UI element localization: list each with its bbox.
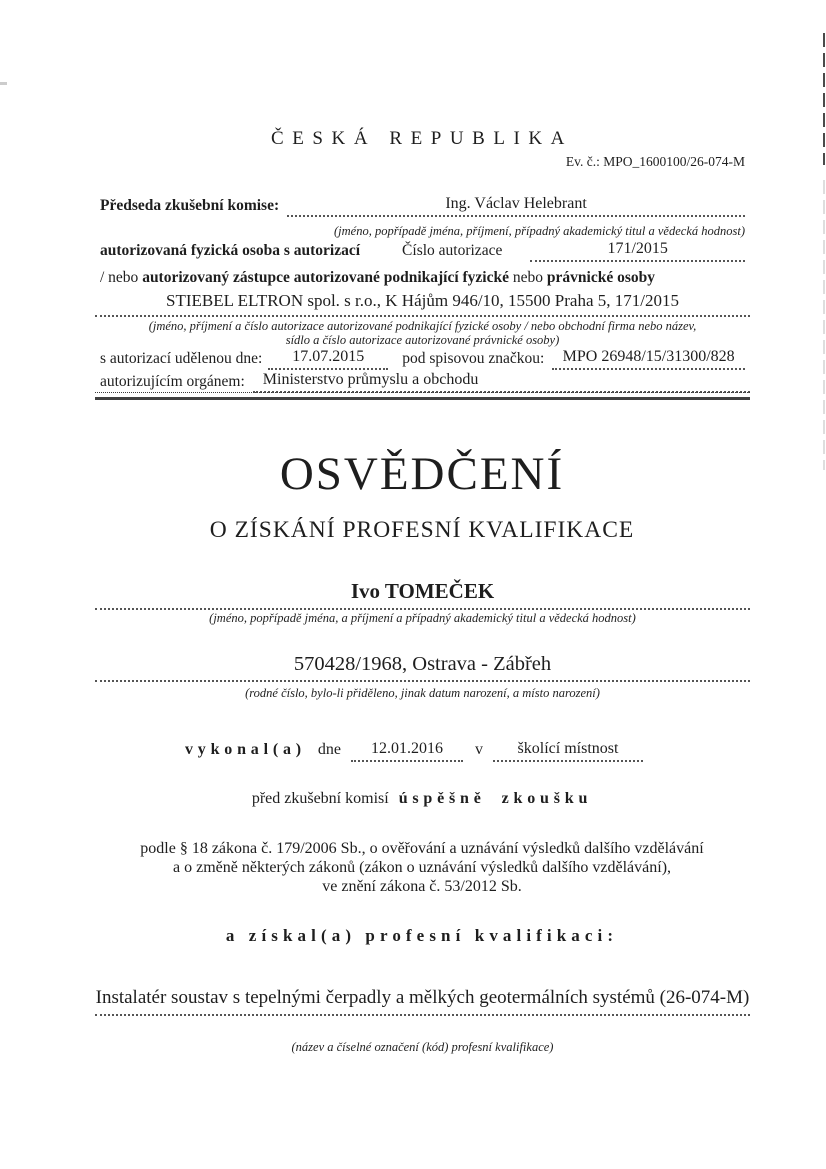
scan-artifact-left-mark — [0, 82, 7, 85]
exam-performed-row — [185, 740, 643, 762]
granted-row — [100, 348, 745, 370]
company-caption — [95, 320, 750, 348]
law-paragraph — [100, 840, 744, 897]
company-field: STIEBEL ELTRON spol. s r.o., K Hájům 946/10, 15500 Praha 5, 171/2015 — [95, 291, 750, 317]
performed-dne-label: dne — [317, 741, 342, 758]
authority-field: Ministerstvo průmyslu a obchodu — [253, 371, 750, 393]
representative-bold-2: právnické osoby — [546, 269, 655, 286]
representative-bold-1: autorizovaný zástupce autorizované podnikající fyzické — [142, 269, 509, 286]
holder-caption: (jméno, popřípadě jména, a příjmení a případný akademický titul a vědecká hodnost) — [209, 611, 636, 625]
exam-date-field: 12.01.2016 — [351, 740, 463, 762]
success-text: úspěšně zkoušku — [398, 790, 593, 807]
authorization-number-field: 171/2015 — [530, 240, 745, 262]
gained-qualification-line: a získal(a) profesní kvalifikaci: — [225, 926, 619, 945]
law-line-3: ve znění zákona č. 53/2012 Sb. — [322, 877, 522, 895]
representative-line — [100, 269, 745, 287]
exam-place-field: školící místnost — [493, 740, 643, 762]
performed-label: vykonal(a) — [185, 741, 306, 758]
company-caption-line2: sídlo a číslo autorizace autorizované právnické osoby) — [285, 332, 560, 347]
authority-row — [100, 371, 750, 393]
granted-date-field: 17.07.2015 — [268, 348, 388, 370]
performed-v-label: v — [475, 741, 484, 758]
representative-or-prefix: / nebo — [100, 269, 139, 286]
holder-name-field: Ivo TOMEČEK — [95, 579, 750, 610]
scan-artifact-right-faint — [823, 180, 826, 470]
certificate-title: OSVĚDČENÍ — [279, 448, 565, 500]
authority-label: autorizujícím orgánem: — [100, 373, 245, 390]
qualification-name-field: Instalatér soustav s tepelnými čerpadly a mělkých geotermálních systémů (26-074-M) — [95, 987, 750, 1016]
birth-caption: (rodné číslo, bylo-li přiděleno, jinak datum narození, a místo narození) — [245, 686, 600, 700]
section-divider-rule — [95, 392, 750, 400]
before-committee-text: před zkušební komisí — [251, 790, 389, 807]
chairman-row — [100, 195, 745, 217]
authorization-number-row — [100, 240, 745, 262]
chairman-label: Předseda zkušební komise: — [100, 197, 280, 214]
company-caption-line1: (jméno, příjmení a číslo autorizace autorizované podnikající fyzické osoby / nebo obchodní firma nebo název, — [148, 319, 697, 333]
authorized-person-label: autorizovaná fyzická osoba s autorizací — [100, 242, 361, 259]
certificate-subtitle: O ZÍSKÁNÍ PROFESNÍ KVALIFIKACE — [209, 517, 635, 543]
chairman-name-field: Ing. Václav Helebrant — [287, 195, 745, 217]
qualification-caption: (název a číselné označení (kód) profesní kvalifikace) — [291, 1040, 554, 1054]
file-number-field: MPO 26948/15/31300/828 — [552, 348, 745, 370]
granted-label: s autorizací udělenou dne: — [100, 350, 263, 367]
authorization-number-label: Číslo autorizace — [402, 242, 503, 259]
before-committee-line — [100, 790, 744, 808]
law-line-2: a o změně některých zákonů (zákon o uznávání výsledků dalšího vzdělávání), — [172, 858, 672, 876]
ev-number: Ev. č.: MPO_1600100/26-074-M — [565, 154, 745, 169]
law-line-1: podle § 18 zákona č. 179/2006 Sb., o ověřování a uznávání výsledků dalšího vzdělávání — [140, 840, 704, 857]
birth-info-field: 570428/1968, Ostrava - Zábřeh — [95, 653, 750, 682]
file-label: pod spisovou značkou: — [402, 350, 545, 367]
representative-or: nebo — [512, 269, 544, 286]
scan-artifact-right-dash — [823, 33, 826, 165]
chairman-caption: (jméno, popřípadě jména, příjmení, případný akademický titul a vědecká hodnost) — [333, 224, 745, 238]
country-title: ČESKÁ REPUBLIKA — [271, 128, 573, 149]
